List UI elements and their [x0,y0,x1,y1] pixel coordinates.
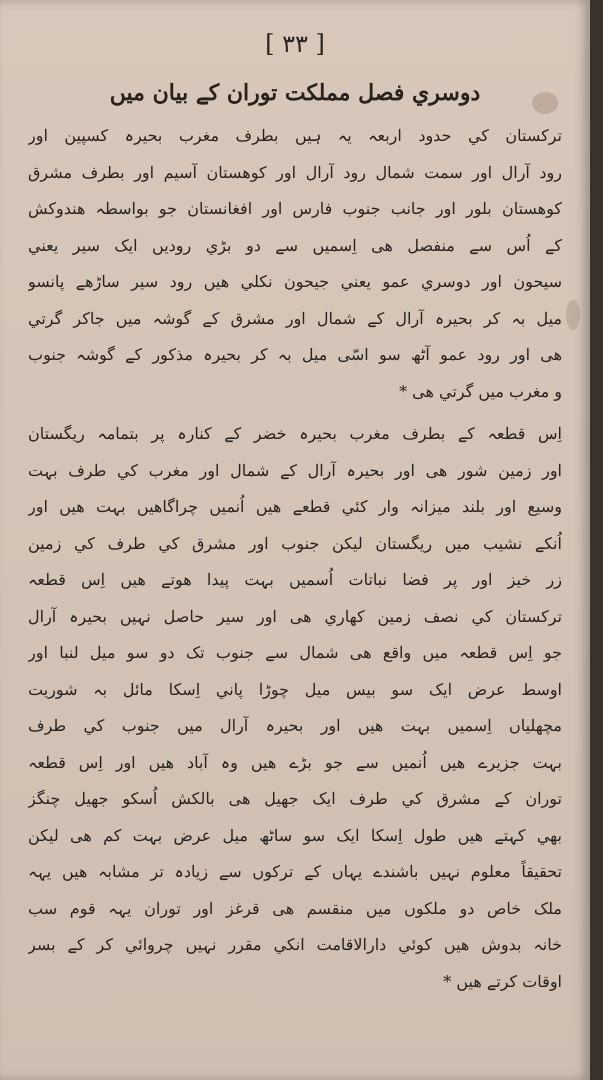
text-line: زر خیز اور پر فضا نباتات اُسمیں بہت پیدا هوتے هیں اِس قطعہ [28,570,562,589]
text-line: توران کے مشرق کي طرف ایک جھیل هی بالکش اُسکو جھیل چنگز [28,789,562,808]
text-line: کوهستان بلور اور جانب جنوب فارس اور افغانستان جو بواسطہ هندوکش [28,199,562,218]
text-line: اُنکے نشیب میں ریگستان لیکن جنوب اور مشرق کي طرف کي زمین [28,533,562,553]
chapter-heading: دوسري فصل مملکت توران کے بیان میں [109,80,481,106]
text-line: اوسط عرض ایک سو بیس میل چوڑا پاني اِسکا مائل بہ شوریت [28,679,562,699]
text-line: ملک خاص دو ملکوں میں منقسم هی قرغز اور توران یہہ قوم سب [28,898,562,918]
text-line: کے اُس سے منفصل ھی اِسمیں سے دو بڑي رودیں ایک سیر یعني [28,235,562,255]
text-line: اور زمین شور هی اور بحیرہ آرال کے شمال اور مغرب کي طرف بہت [28,460,562,480]
text-line: اوقات کرتے هیں * [443,971,562,991]
text-line: ترکستان کي حدود اربعہ یہ ہیں بطرف مغرب بحیرہ کسپین اور [28,126,562,145]
text-line: بہت جزیرے هیں اُنمیں سے جو بڑے هیں وہ آباد هیں اور اِس قطعہ [28,752,562,772]
paragraph-1 [28,118,562,410]
text-line: ترکستان کي نصف زمین کھاري هی اور سیر حاصل نہیں بحیرہ آرال [28,606,562,626]
page-number: [ ٣٣ ] [265,30,325,58]
text-line: سیحون اور دوسري عمو یعني جیحون نکلي هیں رود سیر ساڑھے پانسو [28,272,562,291]
text-line: خانہ بدوش هیں کوئي دارالاقامت انکي مقرر نہیں چروائي کر کے بسر [28,935,562,954]
text-line: میل بہ کر بحیرہ آرال کے شمال اور مشرق کے گوشہ میں جاکر گرتي [28,308,562,328]
text-line: و مغرب میں گرتي هی * [399,381,562,401]
paper-stain [566,300,580,330]
text-line: جو اِس قطعہ میں واقع هی شمال سے جنوب تک دو سو میل لنبا اور [28,643,562,662]
text-line: بھي کہتے هیں طول اِسکا ایک سو ساٹھ میل عرض بہت کم هی لیکن [28,825,562,845]
body-text [28,118,562,1000]
text-line: تحقیقاً معلوم نہیں باشندے یہاں کے ترکوں سے زیادہ تر مشابہ هیں یہہ [28,862,562,881]
text-line: اِس قطعہ کے بطرف مغرب بحیرہ خضر کے کنارہ پر بتمامہ ریگستان [28,424,562,443]
text-line: مچھلیاں اِسمیں بہت هیں اور بحیرہ آرال میں جنوب کي طرف [28,716,562,735]
paragraph-2 [28,416,562,1000]
text-line: وسیع اور بلند میزانہ وار کئي قطعے هیں اُنمیں چراگاهیں بہت هیں اور [28,497,562,516]
text-line: هی اور رود عمو آٹھ سو اسّی میل بہ کر بحیرہ مذکور کے گوشہ جنوب [28,345,562,364]
text-line: رود آرال اور سمت شمال رود آرال اور کوهستان آسیم اور بطرف مشرق [28,162,562,182]
